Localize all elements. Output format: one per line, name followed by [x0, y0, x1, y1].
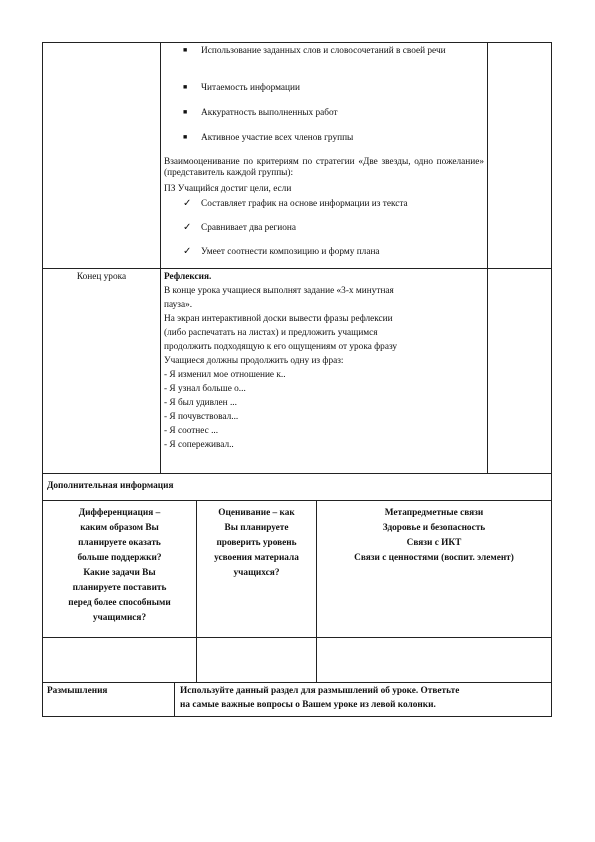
cell-line: учащимися? — [92, 613, 147, 623]
text-line: В конце урока учащиеся выполнят задание «3-х минутная — [164, 286, 394, 296]
cell-line: планируете оказать — [78, 538, 161, 548]
text-line: - Я сопереживал.. — [164, 440, 234, 450]
list-item-text: Читаемость информации — [201, 83, 300, 93]
cell-line: больше поддержки? — [77, 553, 162, 563]
cell-line: перед более способными — [68, 598, 171, 608]
row-label-reflection: Размышления — [47, 686, 108, 696]
list-item — [163, 199, 485, 213]
text-line: На экран интерактивной доски вывести фразы рефлексии — [164, 314, 393, 324]
cell-line: учащихся? — [233, 568, 280, 578]
square-bullet-icon: ■ — [183, 83, 188, 91]
text-line: продолжить подходящую к его ощущениям от урока фразу — [164, 342, 398, 352]
table-hline-top — [42, 42, 552, 43]
cell-line: Связи с ценностями (воспит. элемент) — [354, 553, 514, 563]
list-item — [163, 46, 485, 76]
cell-line: планируете поставить — [72, 583, 167, 593]
cell-line: Метапредметные связи — [384, 508, 484, 518]
text-line: (либо распечатать на листах) и предложить учащимся — [164, 328, 378, 338]
reflection-instruction-line: Используйте данный раздел для размышлений об уроке. Ответьте — [180, 686, 460, 696]
table-border-col1 — [160, 42, 161, 473]
checkmark-icon: ✓ — [183, 246, 192, 257]
list-item-text: Аккуратность выполненных работ — [201, 108, 338, 118]
cell-line: усвоения материала — [214, 553, 299, 563]
checkmark-icon: ✓ — [183, 198, 192, 209]
text-line: Учащиеся должны продолжить одну из фраз: — [164, 356, 344, 366]
text-line: - Я соотнес ... — [164, 426, 219, 436]
table-hline-5 — [42, 682, 552, 683]
list-item — [163, 247, 485, 261]
cell-line: Связи с ИКТ — [406, 538, 462, 548]
cell-line: Вы планируете — [224, 523, 289, 533]
square-bullet-icon: ■ — [183, 133, 188, 141]
cell-line: Здоровье и безопасность — [382, 523, 486, 533]
table-refl-col — [174, 682, 175, 716]
list-item-text: Активное участие всех членов группы — [201, 133, 354, 143]
list-item-text: Умеет соотнести композицию и форму плана — [201, 247, 380, 257]
reflection-instruction-line: на самые важные вопросы о Вашем уроке из левой колонки. — [180, 700, 436, 710]
text-line: пауза». — [164, 300, 193, 310]
row-label-end-of-lesson: Конец урока — [76, 272, 127, 282]
text-line: - Я был удивлен ... — [164, 398, 237, 408]
text-line: - Я узнал больше о... — [164, 384, 246, 394]
list-item — [163, 133, 485, 147]
cell-line: Оценивание – как — [218, 508, 295, 518]
table-hline-3 — [42, 500, 552, 501]
list-item — [163, 83, 485, 97]
table-hline-1 — [42, 268, 552, 269]
table-hline-4 — [42, 637, 552, 638]
goal-line: ПЗ Учащийся достиг цели, если — [164, 184, 292, 194]
list-item-text: Использование заданных слов и словосочетаний в своей речи — [201, 46, 446, 56]
list-item-text: Сравнивает два региона — [201, 223, 296, 233]
cell-line: проверить уровень — [216, 538, 297, 548]
list-item — [163, 223, 485, 237]
mutual-assessment-text: Взаимооценивание по критериям по стратегии «Две звезды, одно пожелание» (представитель каждой группы): — [164, 157, 484, 179]
text-line: - Я изменил мое отношение к.. — [164, 370, 286, 380]
table-hline-bottom — [42, 716, 552, 717]
square-bullet-icon: ■ — [183, 108, 188, 116]
text-line: - Я почувствовал... — [164, 412, 239, 422]
checkmark-icon: ✓ — [183, 222, 192, 233]
list-item — [163, 108, 485, 122]
table-border-col2 — [487, 42, 488, 473]
cell-line: Какие задачи Вы — [83, 568, 156, 578]
table-hline-2 — [42, 473, 552, 474]
square-bullet-icon: ■ — [183, 46, 188, 54]
list-item-text: Составляет график на основе информации из текста — [201, 199, 408, 209]
reflection-title: Рефлексия. — [164, 272, 212, 282]
table-border-right — [551, 42, 552, 716]
cell-line: Дифференциация – — [78, 508, 161, 518]
additional-info-header: Дополнительная информация — [47, 481, 174, 491]
cell-line: каким образом Вы — [80, 523, 159, 533]
